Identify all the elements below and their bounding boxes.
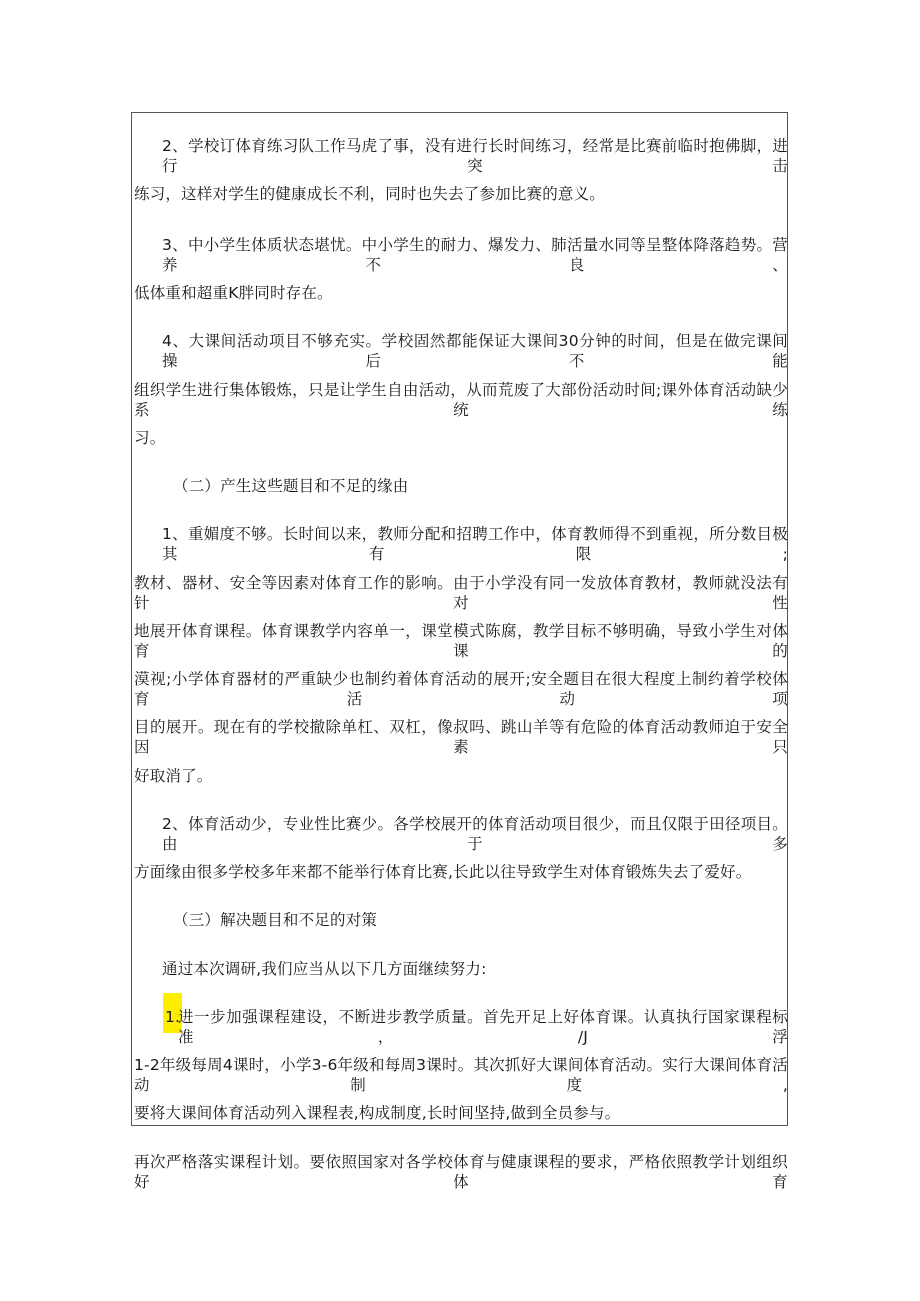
paragraph-line: 进一步加强课程建设，不断进步教学质量。首先开足上好体育课。认真执行国家课程标准，/J浮 (178, 1008, 788, 1046)
paragraph-line: 1-2年级每周4课时，小学3-6年级和每周3课时。其次抓好大课间体育活动。实行大课间体育活动制度, (134, 1056, 788, 1094)
paragraph-line: 通过本次调研,我们应当从以下几方面继续努力: (162, 960, 487, 978)
paragraph-line: 2、学校订体育练习队工作马虎了事，没有进行长时间练习，经常是比赛前临时抱佛脚，进行突击 (162, 137, 788, 175)
paragraph-line: 漠视;小学体育器材的严重缺少也制约着体育活动的展开;安全题目在很大程度上制约着学校体育活动项 (134, 670, 788, 708)
section-heading: （三）解决题目和不足的对策 (173, 911, 378, 929)
paragraph-line: 4、大课间活动项目不够充实。学校固然都能保证大课间30分钟的时间，但是在做完课间操后不能 (162, 332, 788, 370)
section-heading: （二）产生这些题目和不足的缘由 (173, 477, 409, 495)
paragraph-line: 方面缘由很多学校多年来都不能举行体育比赛,长此以往导致学生对体育锻炼失去了爱好。 (134, 863, 752, 881)
highlight-mark: 1. (163, 993, 182, 1033)
paragraph-line: 目的展开。现在有的学校撤除单杠、双杠，像叔吗、跳山羊等有危险的体育活动教师迫于安全因素只 (134, 718, 788, 756)
paragraph-line: 要将大课间体育活动列入课程表,构成制度,长时间坚持,做到全员参与。 (134, 1104, 621, 1122)
paragraph-line: 再次严格落实课程计划。要依照国家对各学校体育与健康课程的要求，严格依照教学计划组织好体育 (134, 1153, 788, 1191)
paragraph-line: 习。 (134, 429, 166, 447)
paragraph-line: 教材、器材、安全等因素对体育工作的影响。由于小学没有同一发放体育教材，教师就没法有针对性 (134, 574, 788, 612)
paragraph-line: 1、重媚度不够。长时间以来，教师分配和招聘工作中，体育教师得不到重视，所分数目极其有限; (162, 525, 788, 563)
paragraph-line: 2、体育活动少，专业性比赛少。各学校展开的体育活动项目很少，而且仅限于田径项目。由于多 (162, 815, 788, 853)
paragraph-line: 好取消了。 (134, 767, 213, 785)
paragraph-line: 地展开体育课程。体育课教学内容单一，课堂模式陈腐，教学目标不够明确，导致小学生对体育课的 (134, 622, 788, 660)
paragraph-line: 3、中小学生体质状态堪忧。中小学生的耐力、爆发力、肺活量水同等呈整体降落趋势。营养不良、 (162, 236, 788, 274)
paragraph-line: 低体重和超重K胖同时存在。 (134, 284, 333, 302)
paragraph-line: 组织学生进行集体锻炼，只是让学生自由活动，从而荒废了大部份活动时间;课外体育活动缺少系统练 (134, 381, 788, 419)
paragraph-line: 练习，这样对学生的健康成长不利，同时也失去了参加比赛的意义。 (134, 185, 606, 203)
